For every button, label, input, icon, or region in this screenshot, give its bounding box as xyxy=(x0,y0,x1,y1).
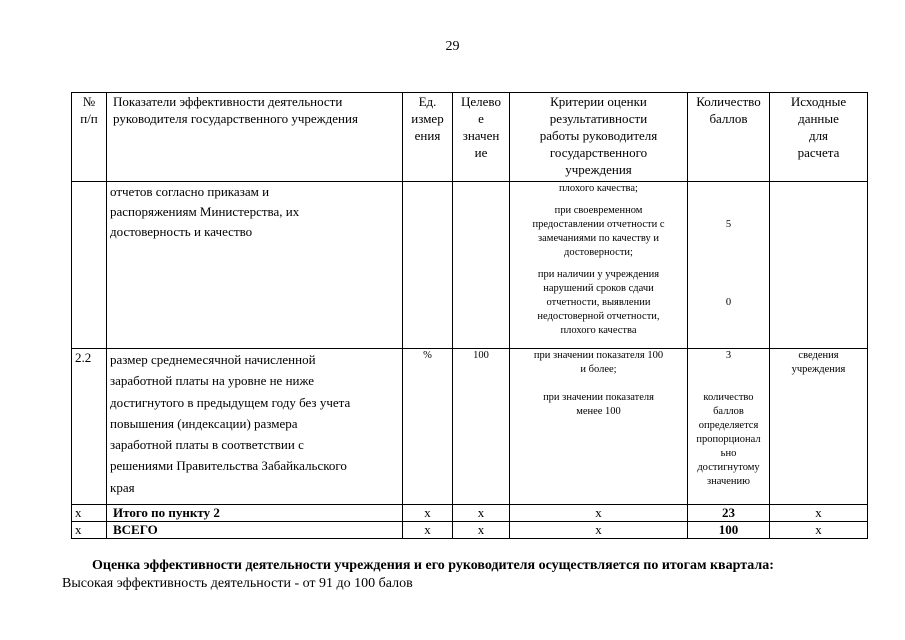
row4-label: ВСЕГО xyxy=(107,522,403,539)
row2-criteria: при значении показателя 100 и более; при значении показателя менее 100 xyxy=(510,349,688,505)
table-row xyxy=(72,349,868,505)
row3-criteria: х xyxy=(510,505,688,522)
row1-target xyxy=(453,182,510,349)
header-target: Целево е значен ие xyxy=(453,93,510,182)
row3-num: х xyxy=(72,505,107,522)
row3-target: х xyxy=(453,505,510,522)
table-header-row xyxy=(72,93,868,182)
row2-num: 2.2 xyxy=(72,349,107,505)
table-row xyxy=(72,522,868,539)
row1-criteria: плохого качества; при своевременном предоставлении отчетности с замечаниями по качеству и достоверности; при наличии у учреждения нарушений сроков сдачи отчетности, выявлении недостоверной отчетности, плохого качества xyxy=(510,182,688,349)
row2-indicator: размер среднемесячной начисленной заработной платы на уровне не ниже достигнутого в предыдущем году без учета повышения (индексации) размера заработной платы в соответствии с решениями Правительства Забайкальского края xyxy=(107,349,403,505)
row4-unit: х xyxy=(403,522,453,539)
table-row xyxy=(72,505,868,522)
row3-points: 23 xyxy=(688,505,770,522)
row4-source: х xyxy=(770,522,868,539)
header-source: Исходные данные для расчета xyxy=(770,93,868,182)
row3-source: х xyxy=(770,505,868,522)
header-unit: Ед. измер ения xyxy=(403,93,453,182)
indicators-table xyxy=(71,92,868,539)
row1-num xyxy=(72,182,107,349)
row2-target: 100 xyxy=(453,349,510,505)
row1-points: 5 0 xyxy=(688,182,770,349)
row1-unit xyxy=(403,182,453,349)
header-indicator: Показатели эффективности деятельности руководителя государственного учреждения xyxy=(107,93,403,182)
footer-evaluation-note: Оценка эффективности деятельности учреждения и его руководителя осуществляется по итогам квартала: xyxy=(92,558,774,573)
row3-unit: х xyxy=(403,505,453,522)
row1-source xyxy=(770,182,868,349)
row4-criteria: х xyxy=(510,522,688,539)
row2-unit: % xyxy=(403,349,453,505)
header-criteria: Критерии оценки результативности работы руководителя государственного учреждения xyxy=(510,93,688,182)
row3-label: Итого по пункту 2 xyxy=(107,505,403,522)
row1-indicator: отчетов согласно приказам и распоряжениям Министерства, их достоверность и качество xyxy=(107,182,403,349)
header-points: Количество баллов xyxy=(688,93,770,182)
row2-source: сведения учреждения xyxy=(770,349,868,505)
table-row xyxy=(72,182,868,349)
row4-points: 100 xyxy=(688,522,770,539)
row4-num: х xyxy=(72,522,107,539)
header-num: № п/п xyxy=(72,93,107,182)
row2-points: 3 количество баллов определяется пропорционал ьно достигнутому значению xyxy=(688,349,770,505)
footer-high-efficiency-note: Высокая эффективность деятельности - от 91 до 100 балов xyxy=(62,576,413,591)
page-number: 29 xyxy=(445,39,460,54)
row4-target: х xyxy=(453,522,510,539)
